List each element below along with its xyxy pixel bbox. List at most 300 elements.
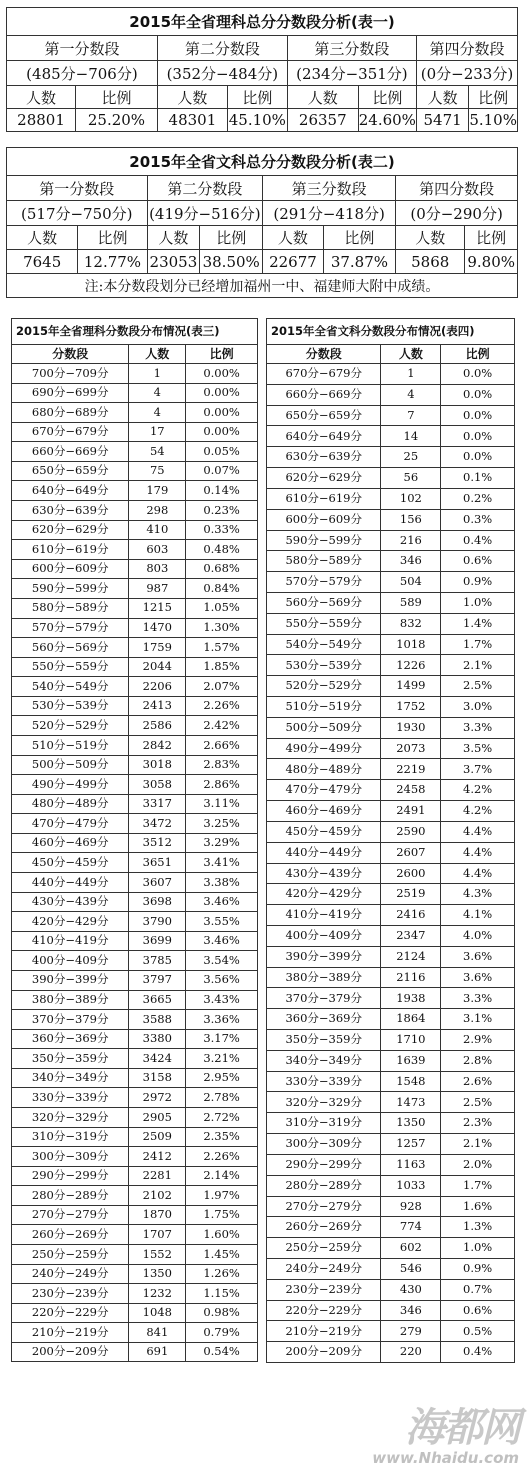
score-range-cell: 410分−419分 — [12, 931, 129, 951]
ratio-cell: 0.00% — [186, 422, 258, 442]
score-range-cell: 450分−459分 — [267, 821, 381, 842]
ratio-cell: 2.86% — [186, 775, 258, 795]
table-row — [267, 967, 515, 988]
score-range-header: 分数段 — [267, 345, 381, 364]
table-row — [12, 1107, 258, 1127]
table-row — [267, 1342, 515, 1363]
count-cell: 691 — [129, 1342, 186, 1362]
ratio-value: 12.77% — [78, 250, 147, 274]
table-row — [12, 1323, 258, 1343]
ratio-cell: 3.29% — [186, 833, 258, 853]
table-row — [12, 970, 258, 990]
ratio-cell: 3.38% — [186, 873, 258, 893]
score-range-cell: 430分−439分 — [12, 892, 129, 912]
count-cell: 3158 — [129, 1068, 186, 1088]
range-label: (352分−484分) — [157, 61, 287, 86]
ratio-cell: 0.68% — [186, 559, 258, 579]
table-row — [267, 426, 515, 447]
table-row — [12, 1245, 258, 1265]
ratio-cell: 0.33% — [186, 520, 258, 540]
score-range-cell: 530分−539分 — [267, 655, 381, 676]
header-row — [267, 345, 515, 364]
ratio-cell: 1.0% — [441, 1238, 515, 1259]
count-cell: 1548 — [381, 1071, 441, 1092]
ratio-cell: 0.48% — [186, 540, 258, 560]
table-row — [12, 1186, 258, 1206]
count-value: 7645 — [7, 250, 78, 274]
ratio-header: 比例 — [323, 226, 395, 250]
score-range-cell: 490分−499分 — [12, 775, 129, 795]
ratio-value: 45.10% — [227, 109, 287, 132]
table-row — [12, 657, 258, 677]
table-row — [267, 634, 515, 655]
table-row — [12, 794, 258, 814]
score-range-cell: 300分−309分 — [12, 1147, 129, 1167]
count-header: 人数 — [396, 226, 465, 250]
table-row — [12, 1127, 258, 1147]
ratio-cell: 0.23% — [186, 501, 258, 521]
score-range-cell: 600分−609分 — [267, 509, 381, 530]
table-row — [267, 1279, 515, 1300]
ratio-cell: 1.45% — [186, 1245, 258, 1265]
table-row — [12, 873, 258, 893]
score-range-cell: 290分−299分 — [12, 1166, 129, 1186]
ratio-cell: 1.75% — [186, 1205, 258, 1225]
ratio-cell: 2.83% — [186, 755, 258, 775]
score-range-cell: 360分−369分 — [267, 1009, 381, 1030]
ratio-cell: 2.3% — [441, 1113, 515, 1134]
count-cell: 602 — [381, 1238, 441, 1259]
ratio-value: 37.87% — [323, 250, 395, 274]
table-title: 2015年全省理科分数段分布情况(表三) — [12, 319, 258, 345]
ratio-cell: 4.2% — [441, 801, 515, 822]
ratio-cell: 0.0% — [441, 426, 515, 447]
score-range-cell: 560分−569分 — [12, 638, 129, 658]
table-row — [267, 1258, 515, 1279]
ratio-cell: 4.4% — [441, 842, 515, 863]
table-row — [12, 461, 258, 481]
score-range-cell: 330分−339分 — [267, 1071, 381, 1092]
count-cell: 1499 — [381, 676, 441, 697]
table-row — [12, 1049, 258, 1069]
segment-row — [7, 36, 518, 61]
count-value: 26357 — [287, 109, 358, 132]
score-range-cell: 640分−649分 — [267, 426, 381, 447]
score-range-cell: 510分−519分 — [267, 697, 381, 718]
score-range-cell: 540分−549分 — [267, 634, 381, 655]
score-range-cell: 340分−349分 — [267, 1050, 381, 1071]
score-range-cell: 200分−209分 — [267, 1342, 381, 1363]
ratio-value: 5.10% — [469, 109, 518, 132]
ratio-cell: 2.42% — [186, 716, 258, 736]
ratio-cell: 3.46% — [186, 931, 258, 951]
table-row — [267, 613, 515, 634]
count-cell: 2206 — [129, 677, 186, 697]
ratio-cell: 2.07% — [186, 677, 258, 697]
table-row — [267, 1196, 515, 1217]
score-range-cell: 240分−249分 — [12, 1264, 129, 1284]
count-cell: 179 — [129, 481, 186, 501]
score-range-cell: 520分−529分 — [12, 716, 129, 736]
ratio-cell: 1.97% — [186, 1186, 258, 1206]
score-range-cell: 550分−559分 — [267, 613, 381, 634]
range-label: (234分−351分) — [287, 61, 416, 86]
table-row — [267, 1217, 515, 1238]
ratio-cell: 3.3% — [441, 717, 515, 738]
count-cell: 2590 — [381, 821, 441, 842]
ratio-header: 比例 — [469, 86, 518, 109]
count-cell: 1552 — [129, 1245, 186, 1265]
score-range-cell: 480分−489分 — [12, 794, 129, 814]
segment-label: 第一分数段 — [7, 176, 148, 201]
table-row — [12, 598, 258, 618]
count-cell: 1215 — [129, 598, 186, 618]
count-cell: 3607 — [129, 873, 186, 893]
count-cell: 14 — [381, 426, 441, 447]
count-cell: 841 — [129, 1323, 186, 1343]
ratio-cell: 0.79% — [186, 1323, 258, 1343]
count-cell: 2458 — [381, 780, 441, 801]
count-cell: 430 — [381, 1279, 441, 1300]
ratio-cell: 3.25% — [186, 814, 258, 834]
score-range-cell: 270分−279分 — [12, 1205, 129, 1225]
table-row — [12, 931, 258, 951]
score-range-cell: 630分−639分 — [267, 447, 381, 468]
table-row — [12, 912, 258, 932]
ratio-cell: 2.66% — [186, 735, 258, 755]
score-range-cell: 370分−379分 — [12, 1010, 129, 1030]
score-range-cell: 450分−459分 — [12, 853, 129, 873]
count-cell: 346 — [381, 1300, 441, 1321]
table-row — [12, 1342, 258, 1362]
table-row — [12, 559, 258, 579]
ratio-cell: 3.0% — [441, 697, 515, 718]
score-range-cell: 500分−509分 — [12, 755, 129, 775]
table-row — [12, 716, 258, 736]
table-row — [12, 1029, 258, 1049]
count-cell: 3058 — [129, 775, 186, 795]
count-cell: 2044 — [129, 657, 186, 677]
table-row — [267, 1134, 515, 1155]
ratio-cell: 0.14% — [186, 481, 258, 501]
ratio-cell: 3.56% — [186, 970, 258, 990]
score-range-cell: 660分−669分 — [267, 384, 381, 405]
ratio-cell: 1.7% — [441, 1175, 515, 1196]
score-range-cell: 410分−419分 — [267, 905, 381, 926]
table-row — [267, 530, 515, 551]
count-cell: 3797 — [129, 970, 186, 990]
count-cell: 2607 — [381, 842, 441, 863]
score-range-cell: 440分−449分 — [12, 873, 129, 893]
site-logo: 海都网 — [405, 1404, 519, 1451]
score-range-cell: 470分−479分 — [267, 780, 381, 801]
table-row — [12, 403, 258, 423]
count-header: 人数 — [7, 226, 78, 250]
table-row — [267, 925, 515, 946]
table-row — [267, 447, 515, 468]
count-cell: 156 — [381, 509, 441, 530]
table-row — [267, 1300, 515, 1321]
count-header: 人数 — [147, 226, 200, 250]
score-range-cell: 330分−339分 — [12, 1088, 129, 1108]
count-cell: 3698 — [129, 892, 186, 912]
count-cell: 2972 — [129, 1088, 186, 1108]
segment-label: 第三分数段 — [287, 36, 416, 61]
range-label: (419分−516分) — [147, 201, 263, 226]
count-cell: 1163 — [381, 1154, 441, 1175]
segment-label: 第四分数段 — [396, 176, 518, 201]
ratio-cell: 2.78% — [186, 1088, 258, 1108]
table-row — [267, 655, 515, 676]
ratio-cell: 0.5% — [441, 1321, 515, 1342]
table-row — [12, 755, 258, 775]
table-row — [12, 1284, 258, 1304]
table-row — [12, 501, 258, 521]
ratio-cell: 3.11% — [186, 794, 258, 814]
count-cell: 3317 — [129, 794, 186, 814]
ratio-cell: 3.3% — [441, 988, 515, 1009]
score-range-cell: 270分−279分 — [267, 1196, 381, 1217]
ratio-cell: 2.1% — [441, 655, 515, 676]
count-cell: 1759 — [129, 638, 186, 658]
score-range-cell: 600分−609分 — [12, 559, 129, 579]
score-range-cell: 610分−619分 — [267, 488, 381, 509]
score-range-cell: 680分−689分 — [12, 403, 129, 423]
count-header: 人数 — [157, 86, 227, 109]
count-cell: 803 — [129, 559, 186, 579]
score-range-cell: 220分−229分 — [267, 1300, 381, 1321]
table-row — [267, 1030, 515, 1051]
table-row — [267, 1154, 515, 1175]
count-cell: 832 — [381, 613, 441, 634]
ratio-cell: 4.1% — [441, 905, 515, 926]
ratio-cell: 0.07% — [186, 461, 258, 481]
table-title: 2015年全省文科分数段分布情况(表四) — [267, 319, 515, 345]
table-row — [267, 1050, 515, 1071]
count-cell: 1018 — [381, 634, 441, 655]
table-row — [267, 759, 515, 780]
count-cell: 2116 — [381, 967, 441, 988]
ratio-cell: 0.9% — [441, 1258, 515, 1279]
score-range-cell: 430分−439分 — [267, 863, 381, 884]
ratio-header: 比例 — [358, 86, 416, 109]
ratio-cell: 0.4% — [441, 1342, 515, 1363]
count-cell: 2519 — [381, 884, 441, 905]
ratio-cell: 2.8% — [441, 1050, 515, 1071]
table-row — [12, 442, 258, 462]
score-range-cell: 660分−669分 — [12, 442, 129, 462]
table-note: 注:本分数段划分已经增加福州一中、福建师大附中成绩。 — [7, 274, 518, 298]
score-range-cell: 670分−679分 — [12, 422, 129, 442]
count-cell: 1048 — [129, 1303, 186, 1323]
score-range-cell: 420分−429分 — [267, 884, 381, 905]
count-value: 23053 — [147, 250, 200, 274]
count-cell: 2102 — [129, 1186, 186, 1206]
score-range-cell: 310分−319分 — [267, 1113, 381, 1134]
count-cell: 1710 — [381, 1030, 441, 1051]
count-cell: 102 — [381, 488, 441, 509]
ratio-cell: 4.4% — [441, 863, 515, 884]
table-row — [267, 1238, 515, 1259]
count-value: 5868 — [396, 250, 465, 274]
range-row — [7, 61, 518, 86]
score-range-cell: 470分−479分 — [12, 814, 129, 834]
count-cell: 546 — [381, 1258, 441, 1279]
score-range-cell: 640分−649分 — [12, 481, 129, 501]
score-range-cell: 590分−599分 — [267, 530, 381, 551]
ratio-cell: 4.2% — [441, 780, 515, 801]
count-cell: 2600 — [381, 863, 441, 884]
count-cell: 75 — [129, 461, 186, 481]
count-cell: 1473 — [381, 1092, 441, 1113]
ratio-cell: 1.60% — [186, 1225, 258, 1245]
ratio-cell: 0.2% — [441, 488, 515, 509]
table-row — [267, 842, 515, 863]
ratio-cell: 3.36% — [186, 1010, 258, 1030]
table-row — [12, 1264, 258, 1284]
count-cell: 3651 — [129, 853, 186, 873]
ratio-cell: 3.7% — [441, 759, 515, 780]
count-cell: 56 — [381, 468, 441, 489]
count-cell: 410 — [129, 520, 186, 540]
score-range-cell: 420分−429分 — [12, 912, 129, 932]
score-range-cell: 620分−629分 — [12, 520, 129, 540]
score-range-cell: 250分−259分 — [12, 1245, 129, 1265]
ratio-cell: 2.95% — [186, 1068, 258, 1088]
count-cell: 4 — [129, 383, 186, 403]
ratio-cell: 0.9% — [441, 572, 515, 593]
ratio-cell: 0.0% — [441, 364, 515, 385]
score-range-cell: 290分−299分 — [267, 1154, 381, 1175]
table-row — [12, 1205, 258, 1225]
ratio-cell: 0.0% — [441, 447, 515, 468]
table-row — [267, 509, 515, 530]
ratio-header: 比例 — [465, 226, 518, 250]
table-row — [267, 676, 515, 697]
score-range-cell: 650分−659分 — [12, 461, 129, 481]
count-header: 人数 — [287, 86, 358, 109]
table-row — [267, 572, 515, 593]
count-cell: 2416 — [381, 905, 441, 926]
ratio-cell: 0.3% — [441, 509, 515, 530]
count-cell: 3424 — [129, 1049, 186, 1069]
table-row — [12, 1088, 258, 1108]
score-range-cell: 500分−509分 — [267, 717, 381, 738]
table-row — [12, 618, 258, 638]
header-row — [7, 226, 518, 250]
count-header: 人数 — [7, 86, 76, 109]
ratio-cell: 2.26% — [186, 696, 258, 716]
count-cell: 25 — [381, 447, 441, 468]
ratio-cell: 0.4% — [441, 530, 515, 551]
score-range-cell: 650分−659分 — [267, 405, 381, 426]
ratio-header: 比例 — [200, 226, 263, 250]
table-title: 2015年全省理科总分分数段分析(表一) — [7, 8, 518, 36]
score-range-cell: 560分−569分 — [267, 592, 381, 613]
table-row — [267, 863, 515, 884]
count-cell: 298 — [129, 501, 186, 521]
table-row — [267, 1113, 515, 1134]
ratio-header: 比例 — [78, 226, 147, 250]
table-row — [267, 1071, 515, 1092]
table-row — [267, 821, 515, 842]
ratio-cell: 1.05% — [186, 598, 258, 618]
ratio-value: 38.50% — [200, 250, 263, 274]
count-cell: 1707 — [129, 1225, 186, 1245]
table-row — [12, 383, 258, 403]
header-row — [12, 345, 258, 364]
segment-label: 第四分数段 — [416, 36, 517, 61]
count-cell: 2073 — [381, 738, 441, 759]
score-range-cell: 380分−389分 — [267, 967, 381, 988]
range-label: (517分−750分) — [7, 201, 148, 226]
ratio-header: 比例 — [76, 86, 158, 109]
score-range-cell: 350分−359分 — [267, 1030, 381, 1051]
score-range-cell: 210分−219分 — [12, 1323, 129, 1343]
count-value: 22677 — [263, 250, 324, 274]
table-row — [267, 551, 515, 572]
table-row — [12, 833, 258, 853]
count-cell: 3699 — [129, 931, 186, 951]
ratio-cell: 2.1% — [441, 1134, 515, 1155]
table-row — [12, 638, 258, 658]
header-row — [7, 86, 518, 109]
score-range-cell: 280分−289分 — [12, 1186, 129, 1206]
count-cell: 3018 — [129, 755, 186, 775]
count-cell: 1 — [129, 364, 186, 384]
ratio-cell: 1.26% — [186, 1264, 258, 1284]
count-cell: 1470 — [129, 618, 186, 638]
score-range-cell: 370分−379分 — [267, 988, 381, 1009]
segment-label: 第二分数段 — [147, 176, 263, 201]
count-cell: 4 — [381, 384, 441, 405]
table-row — [12, 1166, 258, 1186]
score-range-cell: 300分−309分 — [267, 1134, 381, 1155]
segment-label: 第三分数段 — [263, 176, 396, 201]
table-row — [12, 951, 258, 971]
ratio-cell: 1.57% — [186, 638, 258, 658]
count-cell: 774 — [381, 1217, 441, 1238]
count-cell: 2413 — [129, 696, 186, 716]
ratio-cell: 4.3% — [441, 884, 515, 905]
ratio-cell: 0.05% — [186, 442, 258, 462]
table-row — [12, 775, 258, 795]
ratio-header: 比例 — [441, 345, 515, 364]
table-row — [12, 1010, 258, 1030]
count-value: 28801 — [7, 109, 76, 132]
value-row — [7, 109, 518, 132]
ratio-cell: 3.46% — [186, 892, 258, 912]
table-row — [267, 738, 515, 759]
count-cell: 3785 — [129, 951, 186, 971]
table-row — [267, 988, 515, 1009]
table-row — [267, 468, 515, 489]
score-range-cell: 340分−349分 — [12, 1068, 129, 1088]
ratio-cell: 3.55% — [186, 912, 258, 932]
table-row — [12, 814, 258, 834]
score-range-cell: 230分−239分 — [12, 1284, 129, 1304]
count-cell: 2124 — [381, 946, 441, 967]
score-range-header: 分数段 — [12, 345, 129, 364]
ratio-cell: 2.6% — [441, 1071, 515, 1092]
table-row — [267, 946, 515, 967]
score-range-cell: 260分−269分 — [12, 1225, 129, 1245]
count-cell: 2219 — [381, 759, 441, 780]
count-cell: 1232 — [129, 1284, 186, 1304]
ratio-cell: 0.7% — [441, 1279, 515, 1300]
ratio-cell: 2.0% — [441, 1154, 515, 1175]
ratio-value: 24.60% — [358, 109, 416, 132]
